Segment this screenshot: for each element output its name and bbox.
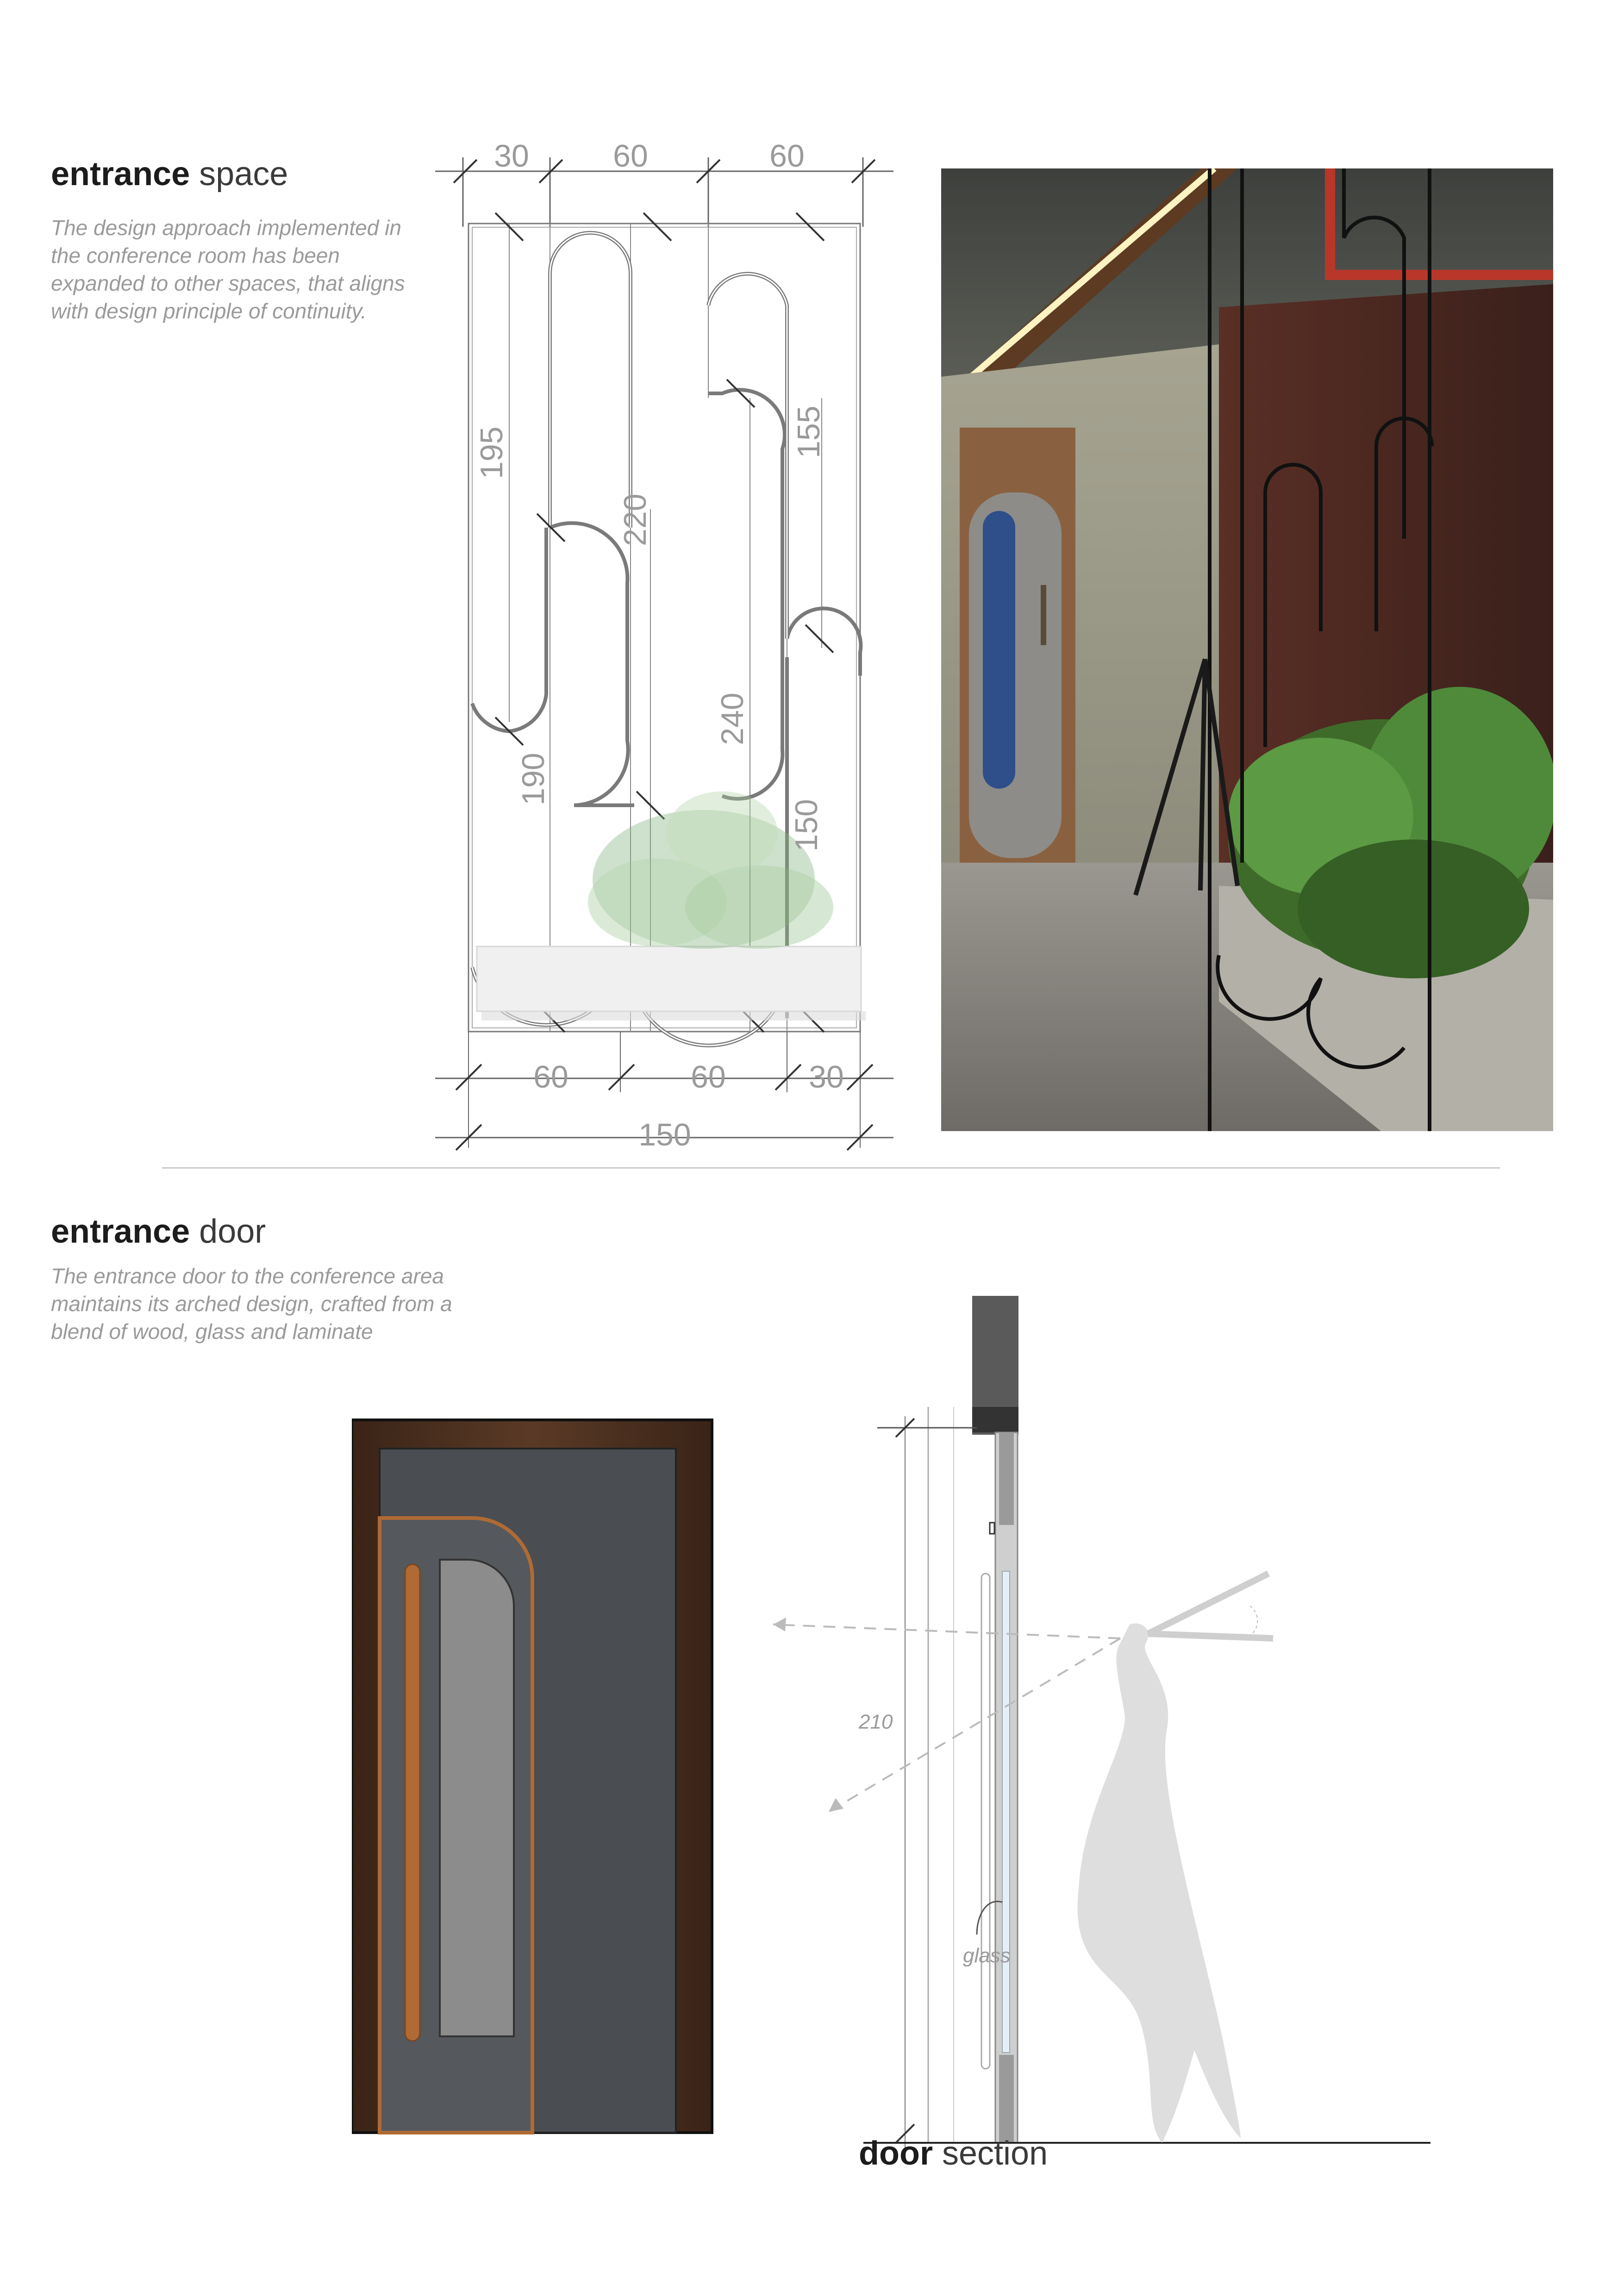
door-elevation <box>352 1416 722 2138</box>
description-line: blend of wood, glass and laminate <box>51 1319 373 1344</box>
dim-height-150: 150 <box>789 799 824 852</box>
description-line: expanded to other spaces, that aligns <box>51 271 405 295</box>
dim-height-195: 195 <box>474 426 509 479</box>
dim-top-1: 30 <box>494 138 529 174</box>
planter-shadow <box>481 1011 866 1020</box>
section-glass-label: glass <box>963 1944 1011 1967</box>
description-line: The design approach implemented in <box>51 216 401 240</box>
arch-tube <box>550 523 634 805</box>
description-line: the conference room has been <box>51 243 340 268</box>
door-section-caption <box>859 2134 1048 2172</box>
arch-tube <box>550 233 631 528</box>
description-line: The entrance door to the conference area <box>51 1264 444 1288</box>
section-door-bottom-core <box>999 2055 1014 2143</box>
description-line: with design principle of continuity. <box>51 299 367 323</box>
heading-light-word: door <box>199 1213 266 1250</box>
dim-total-width: 150 <box>638 1117 691 1152</box>
heading-bold-word: entrance <box>51 156 190 193</box>
entrance-space-photo <box>941 168 1553 1131</box>
door-pull-handle <box>405 1564 420 2041</box>
door-section-drawing <box>759 1287 1454 2152</box>
dim-height-240: 240 <box>715 692 750 745</box>
section-divider <box>162 1167 1500 1169</box>
dim-height-220: 220 <box>618 493 653 546</box>
arch-tube <box>708 274 787 639</box>
heading-light-word: space <box>199 156 288 193</box>
description-line: maintains its arched design, crafted from a <box>51 1292 452 1316</box>
caption-bold-word: door <box>859 2135 933 2172</box>
section-handle <box>981 1574 990 2069</box>
planter-box <box>477 946 861 1011</box>
section-door-top-core <box>999 1432 1014 1525</box>
dim-top-2: 60 <box>613 138 648 174</box>
section-hinge <box>990 1523 994 1534</box>
section-sight-lines <box>773 1624 1120 1812</box>
dim-bottom-2: 60 <box>691 1059 726 1095</box>
photo-door-handle <box>1041 585 1046 645</box>
photo-door-glass <box>983 511 1015 789</box>
section-glass <box>1002 1571 1010 2053</box>
person-silhouette <box>1078 1624 1241 2143</box>
entrance-door-heading <box>51 1213 266 1251</box>
dim-height-190: 190 <box>516 753 551 805</box>
section-lintel <box>972 1407 1018 1432</box>
entrance-door-description <box>51 1262 452 1345</box>
dim-bottom-1: 60 <box>533 1059 568 1095</box>
heading-bold-word: entrance <box>51 1213 190 1250</box>
dim-top-3: 60 <box>769 138 805 174</box>
dim-height-155: 155 <box>791 405 826 458</box>
sight-cone <box>1148 1574 1273 1638</box>
dim-bottom-3: 30 <box>809 1059 844 1095</box>
section-height-label: 210 <box>859 1711 893 1733</box>
caption-light-word: section <box>942 2135 1048 2172</box>
door-glass-vision-panel <box>440 1560 514 2036</box>
